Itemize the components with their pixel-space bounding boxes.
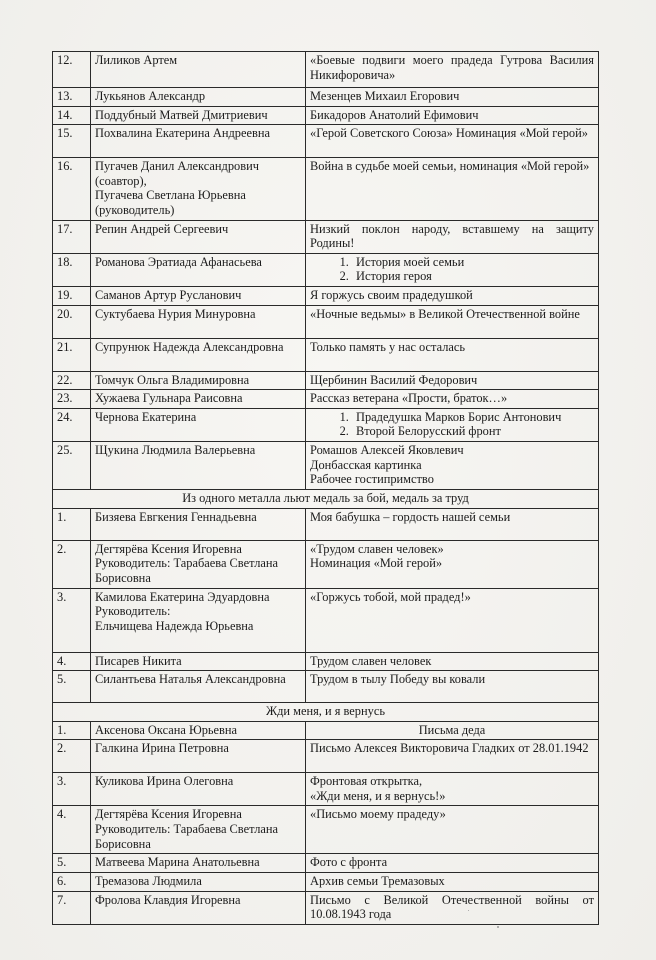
work-title-line: «Письмо моему прадеду» [310, 807, 446, 822]
row-number: 15. [53, 125, 91, 158]
work-title-line: Номинация «Мой герой» [310, 556, 443, 571]
participant-name-cell [91, 390, 306, 409]
participant-name-cell [91, 671, 306, 703]
work-title-line: Ромашов Алексей Яковлевич [310, 442, 464, 457]
work-title-line: Письмо Алексея Викторовича Гладких от 28.01.1942 [310, 741, 589, 756]
participant-name-line: Руководитель: Тарабаева Светлана Борисовна [95, 556, 279, 585]
row-number: 12. [53, 52, 91, 88]
work-title-line: Только память у нас осталась [310, 339, 466, 354]
work-title-cell [306, 88, 599, 107]
row-number: 18. [53, 253, 91, 286]
table-row [53, 740, 599, 773]
participant-name-line: Галкина Ирина Петровна [95, 741, 229, 756]
work-title-cell [306, 671, 599, 703]
participant-name-line: Писарев Никита [95, 653, 182, 668]
participant-name-cell [91, 441, 306, 489]
participant-name-line: Чернова Екатерина [95, 409, 197, 424]
participant-name-line: Пугачев Данил Александрович (соавтор), [95, 159, 259, 188]
work-title-cell [306, 441, 599, 489]
work-title-line: Рассказ ветерана «Прости, браток…» [310, 391, 508, 406]
row-number: 6. [53, 873, 91, 892]
table-row [53, 854, 599, 873]
participant-name-line: Щукина Людмила Валерьевна [95, 442, 256, 457]
row-number: 3. [53, 773, 91, 806]
table-row [53, 338, 599, 371]
participant-name-cell [91, 806, 306, 854]
work-title-cell [306, 806, 599, 854]
table-row [53, 371, 599, 390]
scan-speck [468, 910, 469, 911]
participant-name-line: Похвалина Екатерина Андреевна [95, 126, 270, 141]
participant-name-line: Аксенова Оксана Юрьевна [95, 722, 238, 737]
participants-table [52, 51, 599, 925]
participant-name-cell [91, 88, 306, 107]
table-row [53, 441, 599, 489]
work-title-cell [306, 408, 599, 441]
participant-name-line: Репин Андрей Сергеевич [95, 221, 229, 236]
work-list [310, 410, 594, 439]
participant-name-line: Дегтярёва Ксения Игоревна [95, 807, 242, 822]
work-list-item: 2. Второй Белорусский фронт [352, 424, 594, 439]
work-title-cell [306, 106, 599, 125]
work-title-line: Война в судьбе моей семьи, номинация «Мой герой» [310, 159, 590, 174]
work-title-cell [306, 891, 599, 924]
table-row [53, 773, 599, 806]
participant-name-cell [91, 106, 306, 125]
work-title-line: Архив семьи Тремазовых [310, 874, 445, 889]
participant-name-cell [91, 220, 306, 253]
section-title: Из одного металла льют медаль за бой, медаль за труд [53, 489, 599, 508]
participant-name-line: Пугачева Светлана Юрьевна (руководитель) [95, 188, 246, 217]
work-list [310, 255, 594, 284]
participant-name-cell [91, 721, 306, 740]
work-title-cell [306, 286, 599, 305]
work-title-line: «Боевые подвиги моего прадеда Гутрова Василия Никифоровича» [310, 53, 594, 82]
section-title: Жди меня, и я вернусь [53, 703, 599, 722]
table-row [53, 220, 599, 253]
work-title-line: Письмо с Великой Отечественной войны от 10.08.1943 года [310, 892, 594, 922]
row-number: 19. [53, 286, 91, 305]
participant-name-cell [91, 158, 306, 220]
participant-name-line: Хужаева Гульнара Раисовна [95, 391, 243, 406]
participant-name-line: Камилова Екатерина Эдуардовна [95, 589, 270, 604]
work-title-cell [306, 773, 599, 806]
table-row [53, 88, 599, 107]
participant-name-cell [91, 508, 306, 540]
table-row [53, 390, 599, 409]
work-list-item: 2. История героя [352, 269, 594, 284]
work-title-line: Рабочее гостипримство [310, 472, 434, 487]
participant-name-line: Лукьянов Александр [95, 89, 206, 103]
participant-name-line: Дегтярёва Ксения Игоревна [95, 541, 242, 556]
work-title-cell [306, 305, 599, 338]
row-number: 17. [53, 220, 91, 253]
row-number: 4. [53, 806, 91, 854]
work-title-line: Мезенцев Михаил Егорович [310, 89, 460, 103]
participant-name-line: Руководитель: Тарабаева Светлана Борисовна [95, 822, 279, 851]
work-title-cell [306, 220, 599, 253]
scan-speck [497, 926, 499, 928]
row-number: 7. [53, 891, 91, 924]
work-title-line: Я горжусь своим прадедушкой [310, 287, 473, 302]
work-title-cell [306, 508, 599, 540]
work-title-cell [306, 721, 599, 740]
table-row [53, 508, 599, 540]
row-number: 25. [53, 441, 91, 489]
participant-name-line: Саманов Артур Русланович [95, 287, 242, 302]
participant-name-cell [91, 338, 306, 371]
row-number: 1. [53, 721, 91, 740]
participant-name-cell [91, 873, 306, 892]
work-title-line: Моя бабушка – гордость нашей семьи [310, 509, 511, 524]
participant-name-cell [91, 305, 306, 338]
table-row [53, 125, 599, 158]
participant-name-cell [91, 371, 306, 390]
work-title-line: Фото с фронта [310, 855, 388, 870]
work-title-cell [306, 540, 599, 588]
work-title-line: Низкий поклон народу, вставшему на защиту Родины! [310, 221, 594, 251]
row-number: 16. [53, 158, 91, 220]
table-row [53, 305, 599, 338]
work-title-cell [306, 854, 599, 873]
participant-name-cell [91, 773, 306, 806]
work-title-line: «Жди меня, и я вернусь!» [310, 788, 446, 803]
table-row [53, 106, 599, 125]
participant-name-line: Силантьева Наталья Александровна [95, 672, 286, 687]
row-number: 5. [53, 854, 91, 873]
table-row [53, 408, 599, 441]
table-row [53, 158, 599, 220]
participant-name-line: Поддубный Матвей Дмитриевич [95, 107, 268, 122]
participant-name-cell [91, 540, 306, 588]
work-title-cell [306, 652, 599, 671]
table-row [53, 52, 599, 88]
table-row [53, 286, 599, 305]
row-number: 1. [53, 508, 91, 540]
work-title-cell [306, 158, 599, 220]
participant-name-line: Куликова Ирина Олеговна [95, 774, 234, 789]
work-title-cell [306, 338, 599, 371]
table-row [53, 588, 599, 652]
work-title-line: Трудом в тылу Победу вы ковали [310, 672, 486, 687]
participant-name-cell [91, 588, 306, 652]
table-row [53, 253, 599, 286]
row-number: 2. [53, 740, 91, 773]
section-header-row [53, 489, 599, 508]
work-title-line: «Трудом славен человек» [310, 541, 444, 556]
participant-name-line: Бизяева Евгкения Геннадьевна [95, 509, 257, 524]
participant-name-cell [91, 286, 306, 305]
work-title-line: Письма деда [418, 722, 486, 737]
work-title-cell [306, 253, 599, 286]
participant-name-line: Матвеева Марина Анатольевна [95, 855, 260, 870]
row-number: 23. [53, 390, 91, 409]
participant-name-line: Тремазова Людмила [95, 874, 202, 889]
table-row [53, 806, 599, 854]
table-row [53, 671, 599, 703]
participant-name-line: Фролова Клавдия Игоревна [95, 892, 241, 907]
work-title-cell [306, 873, 599, 892]
work-title-line: Фронтовая открытка, [310, 774, 423, 789]
table-row [53, 891, 599, 924]
row-number: 24. [53, 408, 91, 441]
row-number: 14. [53, 106, 91, 125]
row-number: 22. [53, 371, 91, 390]
work-title-line: Трудом славен человек [310, 653, 432, 668]
work-title-line: «Ночные ведьмы» в Великой Отечественной войне [310, 306, 580, 321]
row-number: 5. [53, 671, 91, 703]
participant-name-line: Лиликов Артем [95, 53, 178, 67]
work-title-cell [306, 371, 599, 390]
participant-name-cell [91, 253, 306, 286]
participant-name-line: Супрунюк Надежда Александровна [95, 339, 284, 354]
participant-name-cell [91, 652, 306, 671]
row-number: 13. [53, 88, 91, 107]
participant-name-line: Суктубаева Нурия Минуровна [95, 306, 256, 321]
work-title-cell [306, 588, 599, 652]
participant-name-line: Романова Эратиада Афанасьева [95, 254, 262, 269]
table-row [53, 721, 599, 740]
work-title-line: «Герой Советского Союза» Номинация «Мой герой» [310, 126, 588, 141]
work-title-line: «Горжусь тобой, мой прадед!» [310, 589, 471, 604]
participant-name-cell [91, 891, 306, 924]
participant-name-cell [91, 854, 306, 873]
section-header-row [53, 703, 599, 722]
work-title-cell [306, 125, 599, 158]
participant-name-line: Ельчищева Надежда Юрьевна [95, 618, 254, 633]
work-title-cell [306, 740, 599, 773]
participant-name-cell [91, 408, 306, 441]
participant-name-cell [91, 125, 306, 158]
participant-name-cell [91, 52, 306, 88]
row-number: 2. [53, 540, 91, 588]
table-row [53, 652, 599, 671]
table-row [53, 540, 599, 588]
row-number: 21. [53, 338, 91, 371]
row-number: 4. [53, 652, 91, 671]
table-row [53, 873, 599, 892]
row-number: 20. [53, 305, 91, 338]
work-title-line: Бикадоров Анатолий Ефимович [310, 107, 479, 122]
participant-name-line: Руководитель: [95, 604, 171, 619]
work-title-cell [306, 52, 599, 88]
participant-name-cell [91, 740, 306, 773]
work-title-line: Щербинин Василий Федорович [310, 372, 478, 387]
participant-name-line: Томчук Ольга Владимировна [95, 372, 250, 387]
work-title-cell [306, 390, 599, 409]
work-list-item: 1. Прадедушка Марков Борис Антонович [352, 410, 594, 425]
work-title-line: Донбасская картинка [310, 457, 422, 472]
row-number: 3. [53, 588, 91, 652]
work-list-item: 1. История моей семьи [352, 255, 594, 270]
